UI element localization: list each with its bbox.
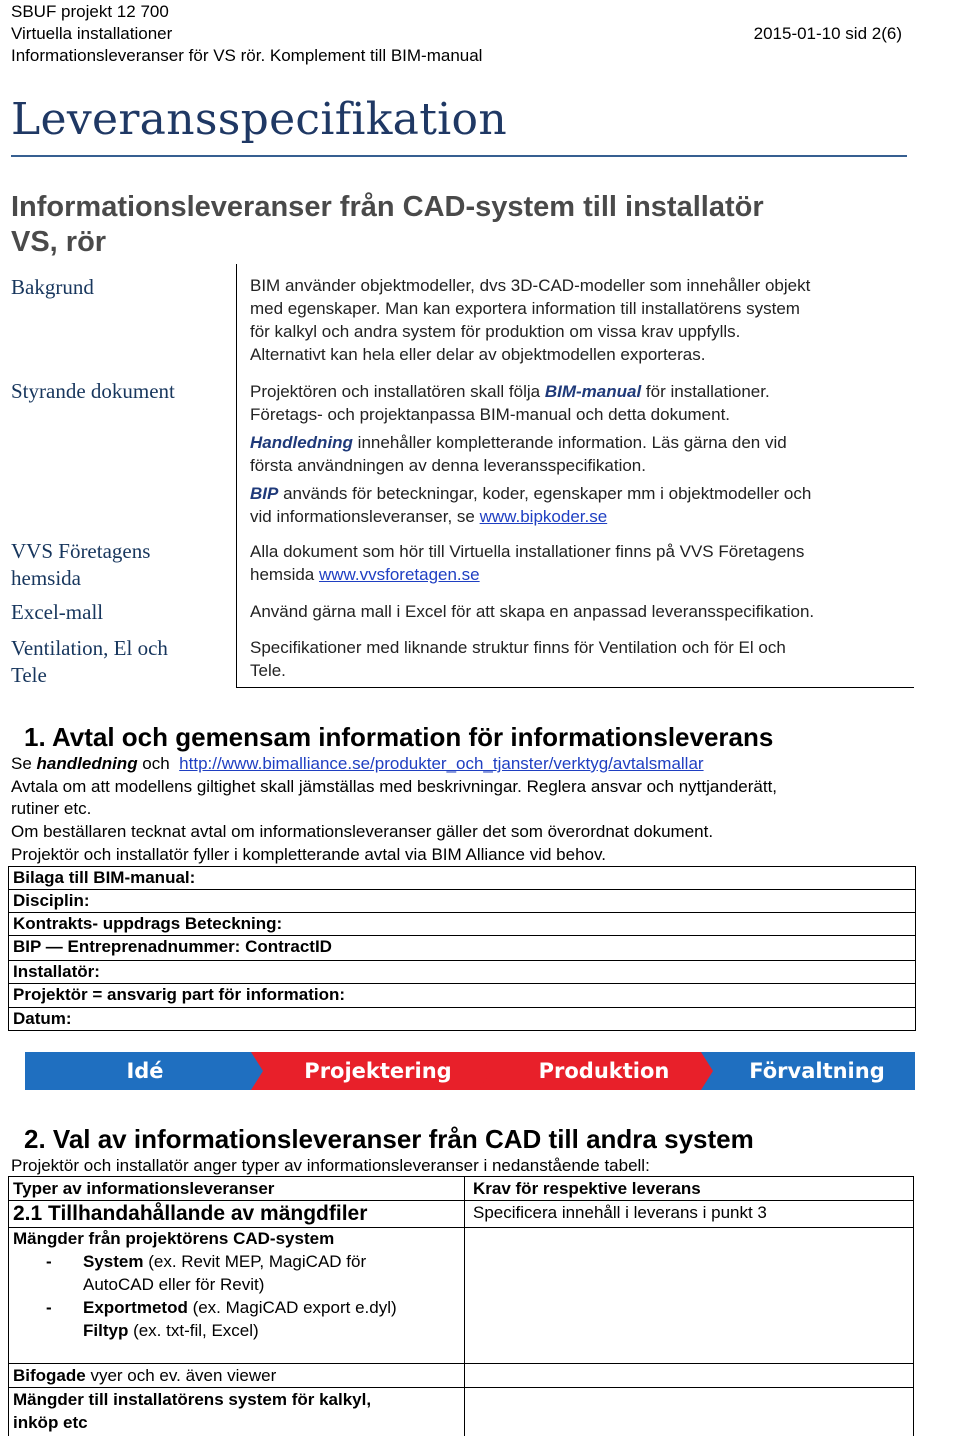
side-label-styrande-dokument: Styrande dokument — [11, 379, 175, 403]
header-document: Informationsleveranser för VS rör. Komplement till BIM-manual — [11, 46, 483, 65]
styrande-line-1: Projektören och installatören skall följa BIM-manual för installationer. — [250, 382, 770, 401]
process-step-projektering: Projektering — [304, 1059, 452, 1083]
page-title: Leveransspecifikation — [11, 94, 507, 145]
row-2-1-left-cell — [8, 1200, 465, 1228]
mangder-system-cont: AutoCAD eller för Revit) — [83, 1275, 265, 1294]
ventilation-line-1: Specifikationer med liknande struktur finns för Ventilation och för El och — [250, 638, 786, 657]
side-label-excel: Excel-mall — [11, 600, 104, 624]
handledning-ref[interactable]: handledning — [36, 754, 138, 773]
side-label-bakgrund: Bakgrund — [11, 275, 94, 299]
bimalliance-link[interactable]: http://www.bimalliance.se/produkter_och_tjanster/verktyg/avtalsmallar — [179, 754, 704, 773]
mangder-exportmetod: Exportmetod (ex. MagiCAD export e.dyl) — [83, 1298, 397, 1317]
styrande-line-6: vid informationsleveranser, se www.bipkoder.se — [250, 507, 608, 526]
kalkyl-line-2: inköp etc — [13, 1413, 88, 1432]
agreement-row-projektor[interactable]: Projektör = ansvarig part för information: — [8, 983, 916, 1008]
section-1-heading: 1. Avtal och gemensam information för informationsleverans — [24, 722, 774, 752]
header-date-page: 2015-01-10 sid 2(6) — [753, 24, 902, 43]
header-subject: Virtuella installationer — [11, 24, 173, 43]
styrande-line-5: BIP används för beteckningar, koder, egenskaper mm i objektmodeller och — [250, 484, 812, 503]
bakgrund-line-1: BIM använder objektmodeller, dvs 3D-CAD-modeller som innehåller objekt — [250, 276, 811, 295]
section-1-para-4: Om beställaren tecknat avtal om informationsleveranser gäller det som överordnat dokument. — [11, 822, 714, 841]
bipkoder-link[interactable]: www.bipkoder.se — [479, 507, 608, 526]
section-2-intro: Projektör och installatör anger typer av informationsleveranser i nedanstående tabell: — [11, 1156, 650, 1175]
bakgrund-line-3: för kalkyl och andra system för produktion om vissa krav uppfylls. — [250, 322, 741, 341]
bifogade-right-cell[interactable] — [464, 1363, 914, 1388]
styrande-line-4: första användningen av denna leveransspecifikation. — [250, 456, 646, 475]
mangder-filtyp: Filtyp (ex. txt-fil, Excel) — [83, 1321, 259, 1340]
vvs-line-2: hemsida www.vvsforetagen.se — [250, 565, 480, 584]
agreement-row-disciplin[interactable]: Disciplin: — [8, 889, 916, 913]
agreement-row-datum[interactable]: Datum: — [8, 1007, 916, 1031]
section-1-para-1: Se handledning och http://www.bimalliance.se/produkter_och_tjanster/verktyg/avtalsmallar — [11, 754, 704, 773]
bip-link[interactable]: BIP — [250, 484, 279, 503]
side-label-vvs-1: VVS Företagens — [11, 539, 151, 563]
content-left-rule — [236, 264, 237, 688]
table-header-types: Typer av informationsleveranser — [13, 1179, 275, 1198]
process-step-ide: Idé — [126, 1059, 164, 1083]
section-1-para-5: Projektör och installatör fyller i kompletterande avtal via BIM Alliance vid behov. — [11, 845, 606, 864]
mangder-left-cell[interactable] — [8, 1227, 465, 1364]
side-label-vvs-2: hemsida — [11, 566, 81, 590]
bakgrund-line-4: Alternativt kan hela eller delar av objektmodellen exporteras. — [250, 345, 706, 364]
row-2-1-title: 2.1 Tillhandahållande av mängdfiler — [13, 1202, 368, 1225]
agreement-row-installator[interactable]: Installatör: — [8, 960, 916, 984]
agreement-row-bip[interactable]: BIP — Entreprenadnummer: ContractID — [8, 935, 916, 961]
kalkyl-right-cell[interactable] — [464, 1387, 914, 1436]
kalkyl-line-1: Mängder till installatörens system för kalkyl, — [13, 1390, 372, 1409]
styrande-line-2: Företags- och projektanpassa BIM-manual och detta dokument. — [250, 405, 731, 424]
ventilation-line-2: Tele. — [250, 661, 286, 680]
kalkyl-left-cell[interactable] — [8, 1387, 465, 1436]
table-header-left-cell — [8, 1176, 465, 1201]
content-bottom-rule — [236, 687, 914, 688]
vvs-line-1: Alla dokument som hör till Virtuella installationer finns på VVS Företagens — [250, 542, 805, 561]
process-step-forvaltning: Förvaltning — [749, 1059, 885, 1083]
mangder-dash-2: - — [46, 1298, 52, 1317]
table-header-requirements: Krav för respektive leverans — [473, 1179, 701, 1198]
styrande-line-3: Handledning innehåller kompletterande information. Läs gärna den vid — [250, 433, 787, 452]
bifogade-left-cell[interactable] — [8, 1363, 465, 1388]
section-1-para-2: Avtala om att modellens giltighet skall jämställas med beskrivningar. Reglera ansvar och nyttjanderätt, — [11, 777, 778, 796]
mangder-system: System (ex. Revit MEP, MagiCAD för — [83, 1252, 367, 1271]
agreement-row-bilaga[interactable]: Bilaga till BIM-manual: — [8, 866, 916, 890]
side-label-ventilation-2: Tele — [11, 663, 47, 687]
section-1-para-3: rutiner etc. — [11, 799, 92, 818]
process-step-produktion: Produktion — [538, 1059, 670, 1083]
row-2-1-requirement: Specificera innehåll i leverans i punkt 3 — [473, 1203, 767, 1222]
subtitle-line-1: Informationsleveranser från CAD-system till installatör — [11, 191, 764, 223]
mangder-dash-1: - — [46, 1252, 52, 1271]
row-2-1-right-cell — [464, 1200, 914, 1228]
bifogade-text: Bifogade vyer och ev. även viewer — [13, 1366, 277, 1385]
section-2-heading: 2. Val av informationsleveranser från CAD till andra system — [24, 1124, 754, 1154]
excel-line: Använd gärna mall i Excel för att skapa en anpassad leveransspecifikation. — [250, 602, 815, 621]
bim-manual-link[interactable]: BIM-manual — [544, 382, 642, 401]
title-underline — [11, 155, 907, 157]
agreement-row-kontrakt[interactable]: Kontrakts- uppdrags Beteckning: — [8, 912, 916, 936]
vvsforetagen-link[interactable]: www.vvsforetagen.se — [318, 565, 480, 584]
bakgrund-line-2: med egenskaper. Man kan exportera information till installatörens system — [250, 299, 800, 318]
mangder-right-cell[interactable] — [464, 1227, 914, 1364]
table-header-right-cell — [464, 1176, 914, 1201]
header-project: SBUF projekt 12 700 — [11, 2, 169, 21]
subtitle-line-2: VS, rör — [11, 226, 107, 258]
mangder-title: Mängder från projektörens CAD-system — [13, 1229, 335, 1248]
handledning-link[interactable]: Handledning — [250, 433, 353, 452]
side-label-ventilation-1: Ventilation, El och — [11, 636, 168, 660]
